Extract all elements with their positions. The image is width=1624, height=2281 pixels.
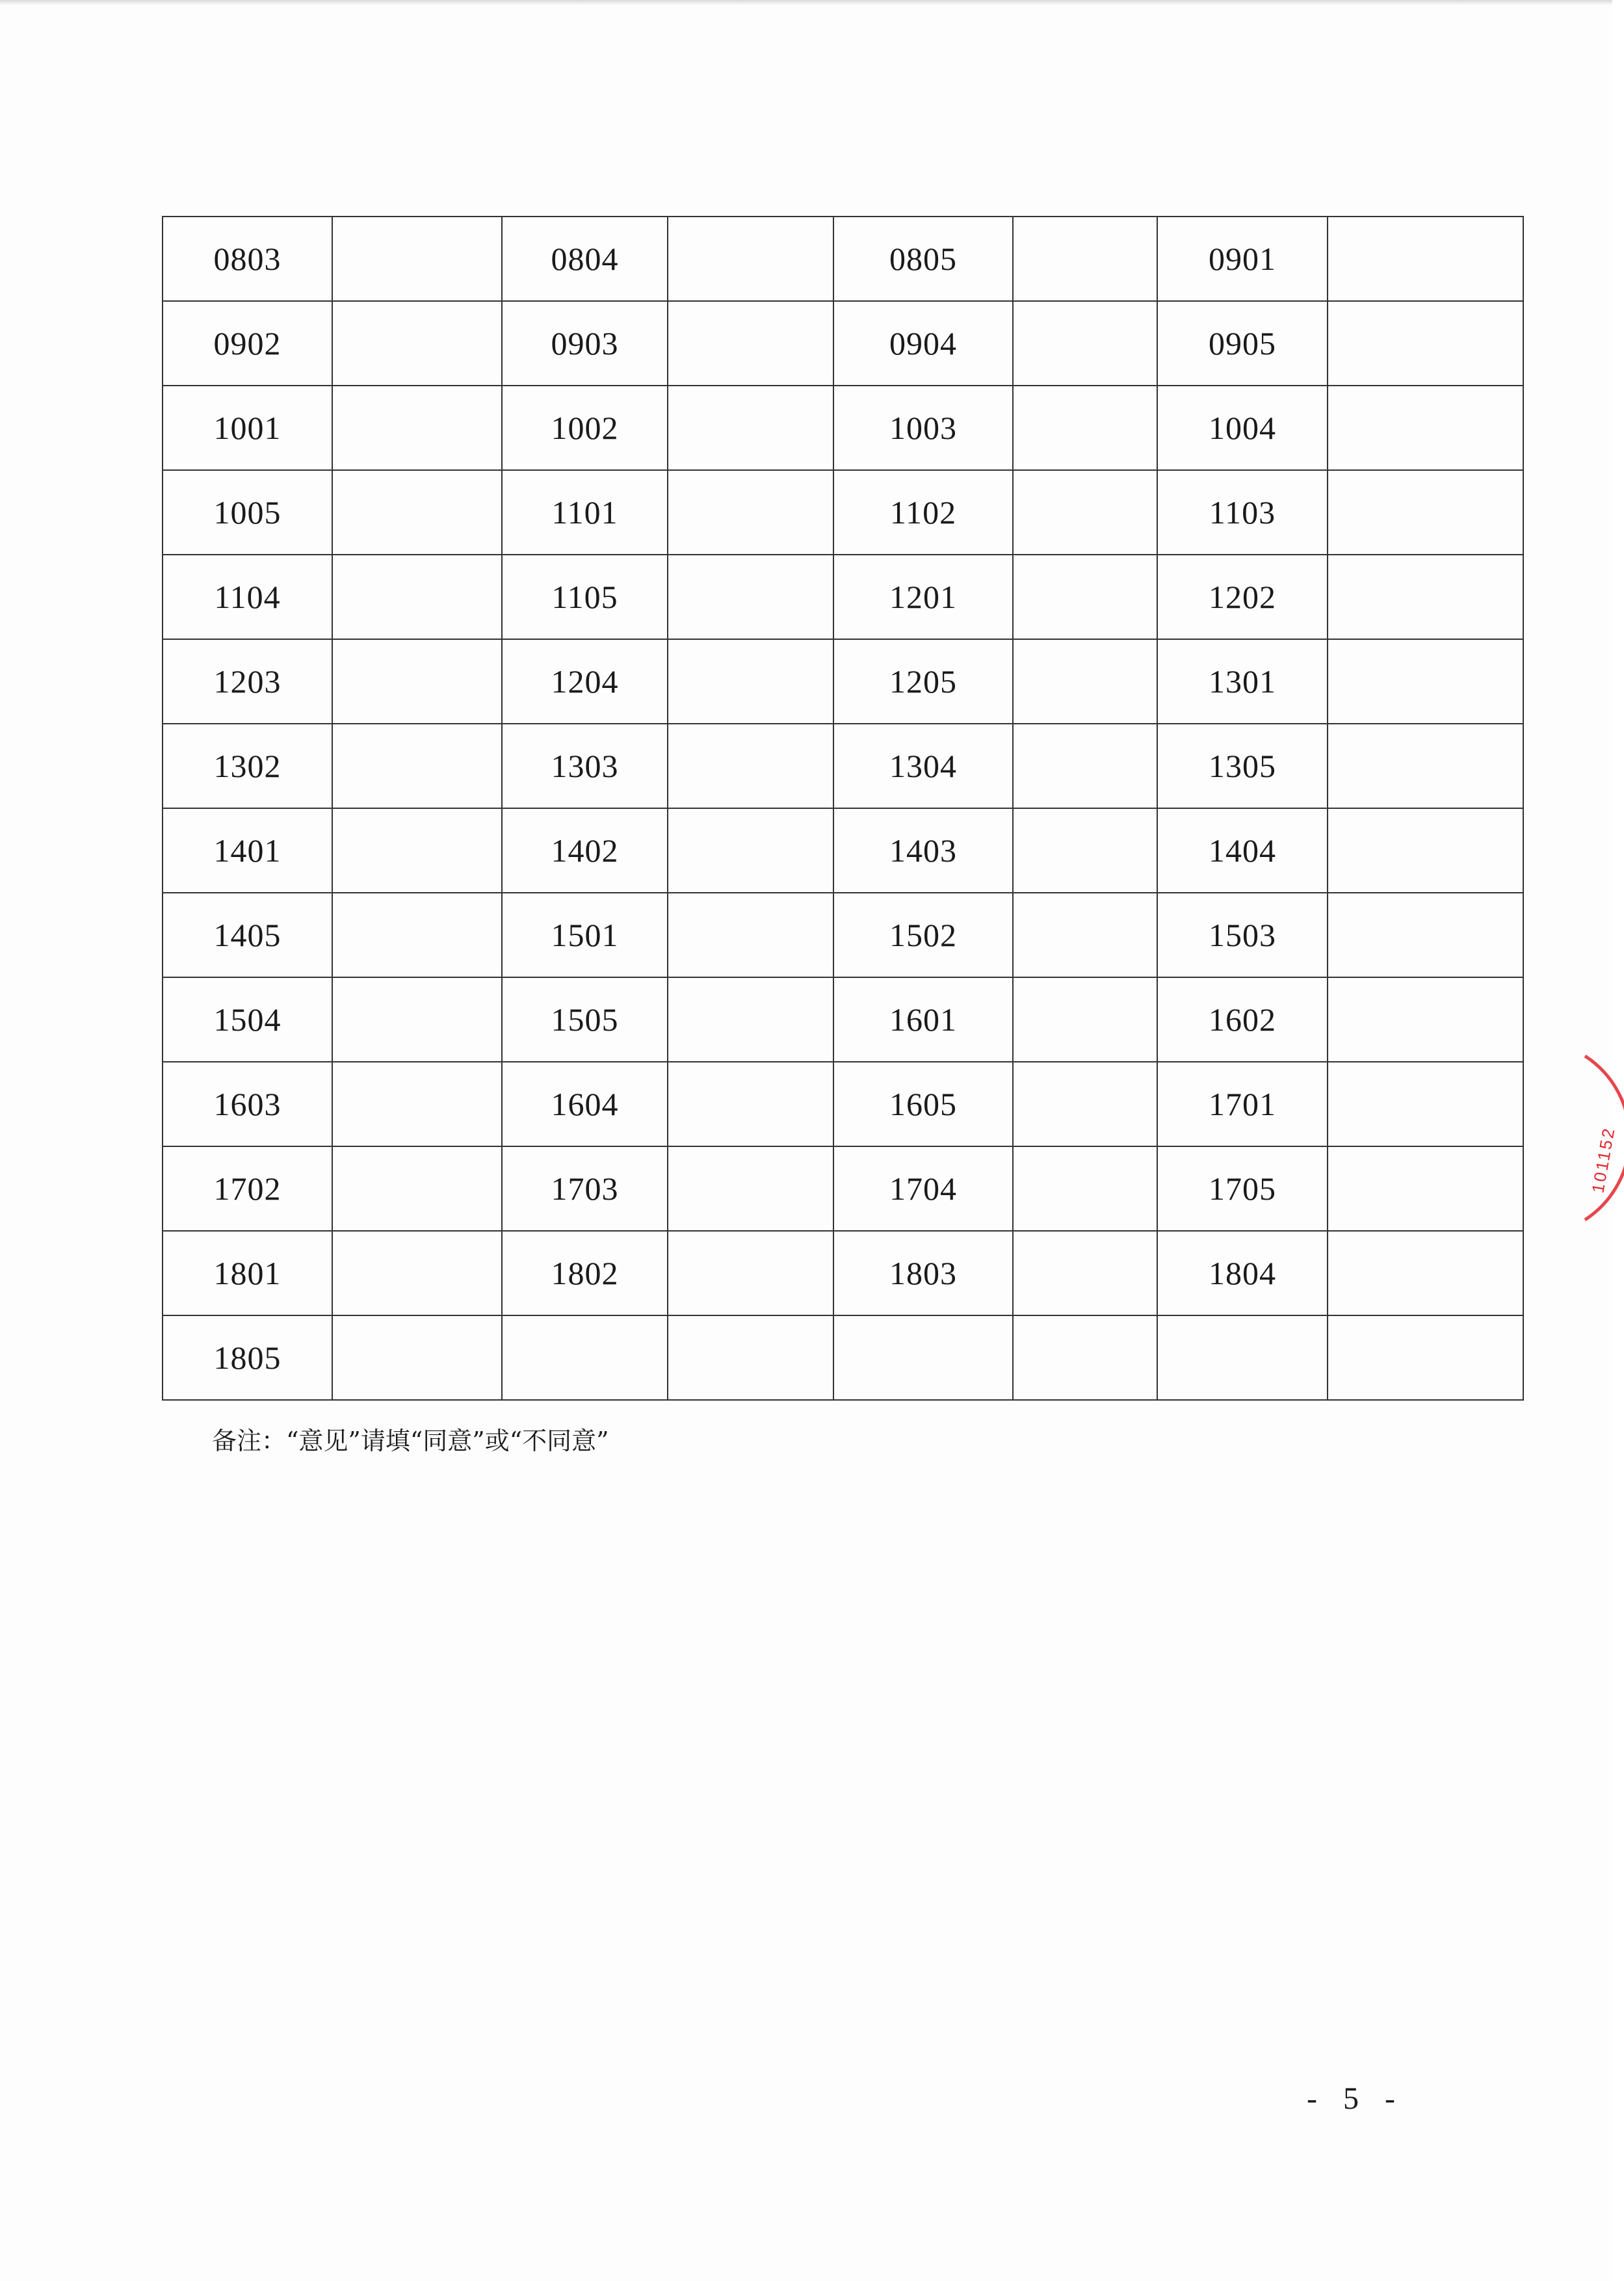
opinion-cell xyxy=(1013,1062,1157,1146)
opinion-cell xyxy=(332,386,502,470)
opinion-cell xyxy=(668,808,833,893)
unit-number-cell: 1304 xyxy=(833,724,1013,808)
opinion-cell xyxy=(1328,1146,1523,1231)
unit-number-cell: 1701 xyxy=(1157,1062,1328,1146)
opinion-cell xyxy=(1328,893,1523,977)
opinion-cell xyxy=(1328,470,1523,555)
opinion-table xyxy=(162,216,1524,1401)
unit-number-cell: 0902 xyxy=(163,301,332,386)
unit-number-cell: 1001 xyxy=(163,386,332,470)
seal-text: 101152 xyxy=(1588,1125,1619,1195)
opinion-cell xyxy=(1013,470,1157,555)
unit-number-cell: 1402 xyxy=(502,808,668,893)
opinion-cell xyxy=(668,217,833,301)
opinion-cell xyxy=(668,470,833,555)
table-row xyxy=(163,808,1523,893)
opinion-cell xyxy=(1328,555,1523,639)
page-number: - 5 - xyxy=(1307,2081,1404,2116)
table-row xyxy=(163,639,1523,724)
table-body xyxy=(163,217,1523,1400)
opinion-cell xyxy=(1013,893,1157,977)
opinion-cell xyxy=(668,1231,833,1315)
opinion-cell xyxy=(1328,217,1523,301)
unit-number-cell: 1202 xyxy=(1157,555,1328,639)
opinion-cell xyxy=(1328,977,1523,1062)
unit-number-cell: 1805 xyxy=(163,1315,332,1400)
unit-number-cell: 1401 xyxy=(163,808,332,893)
opinion-cell xyxy=(1328,1231,1523,1315)
opinion-cell xyxy=(1328,1315,1523,1400)
unit-number-cell: 1502 xyxy=(833,893,1013,977)
opinion-cell xyxy=(332,1231,502,1315)
opinion-cell xyxy=(332,977,502,1062)
opinion-cell xyxy=(668,1315,833,1400)
opinion-cell xyxy=(668,977,833,1062)
unit-number-cell: 1204 xyxy=(502,639,668,724)
unit-number-cell: 1704 xyxy=(833,1146,1013,1231)
unit-number-cell: 1703 xyxy=(502,1146,668,1231)
opinion-cell xyxy=(1328,724,1523,808)
unit-number-cell: 1505 xyxy=(502,977,668,1062)
opinion-cell xyxy=(668,893,833,977)
unit-number-cell: 1104 xyxy=(163,555,332,639)
opinion-cell xyxy=(1013,977,1157,1062)
opinion-cell xyxy=(668,386,833,470)
opinion-cell xyxy=(332,724,502,808)
table-row xyxy=(163,555,1523,639)
opinion-cell xyxy=(332,1315,502,1400)
opinion-cell xyxy=(1328,301,1523,386)
unit-number-cell: 0803 xyxy=(163,217,332,301)
unit-number-cell: 1102 xyxy=(833,470,1013,555)
table-row xyxy=(163,1062,1523,1146)
opinion-cell xyxy=(332,217,502,301)
opinion-cell xyxy=(332,555,502,639)
opinion-cell xyxy=(332,893,502,977)
unit-number-cell: 1003 xyxy=(833,386,1013,470)
opinion-cell xyxy=(1013,808,1157,893)
unit-number-cell: 1803 xyxy=(833,1231,1013,1315)
unit-number-cell: 1103 xyxy=(1157,470,1328,555)
opinion-cell xyxy=(668,724,833,808)
table-row xyxy=(163,386,1523,470)
unit-number-cell: 0901 xyxy=(1157,217,1328,301)
scan-edge xyxy=(0,0,1612,5)
unit-number-cell: 1203 xyxy=(163,639,332,724)
unit-number-cell: 1205 xyxy=(833,639,1013,724)
opinion-cell xyxy=(1013,217,1157,301)
opinion-cell xyxy=(1328,386,1523,470)
unit-number-cell: 1005 xyxy=(163,470,332,555)
table-row xyxy=(163,893,1523,977)
unit-number-cell: 1604 xyxy=(502,1062,668,1146)
unit-number-cell: 1504 xyxy=(163,977,332,1062)
opinion-cell xyxy=(1013,1231,1157,1315)
opinion-cell xyxy=(1013,1146,1157,1231)
opinion-cell xyxy=(332,1062,502,1146)
table-row xyxy=(163,470,1523,555)
unit-number-cell: 1405 xyxy=(163,893,332,977)
opinion-cell xyxy=(1013,301,1157,386)
opinion-cell xyxy=(668,639,833,724)
opinion-cell xyxy=(332,470,502,555)
unit-number-cell: 1303 xyxy=(502,724,668,808)
opinion-cell xyxy=(1013,724,1157,808)
table-row xyxy=(163,217,1523,301)
opinion-cell xyxy=(332,301,502,386)
unit-number-cell: 1403 xyxy=(833,808,1013,893)
opinion-cell xyxy=(332,639,502,724)
opinion-cell xyxy=(332,1146,502,1231)
unit-number-cell: 1305 xyxy=(1157,724,1328,808)
opinion-cell xyxy=(1013,639,1157,724)
opinion-cell xyxy=(1013,386,1157,470)
table-row xyxy=(163,724,1523,808)
table-row xyxy=(163,977,1523,1062)
unit-number-cell: 1804 xyxy=(1157,1231,1328,1315)
opinion-cell xyxy=(668,555,833,639)
unit-number-cell: 1201 xyxy=(833,555,1013,639)
opinion-cell xyxy=(668,1146,833,1231)
unit-number-cell: 1002 xyxy=(502,386,668,470)
opinion-cell xyxy=(668,1062,833,1146)
opinion-cell xyxy=(1328,1062,1523,1146)
unit-number-cell: 0904 xyxy=(833,301,1013,386)
table-row xyxy=(163,1231,1523,1315)
unit-number-cell: 0805 xyxy=(833,217,1013,301)
unit-number-cell: 1105 xyxy=(502,555,668,639)
unit-number-cell: 0804 xyxy=(502,217,668,301)
unit-number-cell: 1801 xyxy=(163,1231,332,1315)
table-row xyxy=(163,1315,1523,1400)
remark-note: 备注：“意见”请填“同意”或“不同意” xyxy=(212,1427,609,1455)
unit-number-cell xyxy=(833,1315,1013,1400)
opinion-cell xyxy=(1013,555,1157,639)
opinion-cell xyxy=(1328,639,1523,724)
unit-number-cell: 1501 xyxy=(502,893,668,977)
unit-number-cell: 1004 xyxy=(1157,386,1328,470)
unit-number-cell: 1802 xyxy=(502,1231,668,1315)
unit-number-cell: 1602 xyxy=(1157,977,1328,1062)
unit-number-cell: 1302 xyxy=(163,724,332,808)
seal-stamp xyxy=(1565,1047,1624,1229)
table-row xyxy=(163,301,1523,386)
unit-number-cell: 1404 xyxy=(1157,808,1328,893)
opinion-cell xyxy=(1328,808,1523,893)
opinion-cell xyxy=(1013,1315,1157,1400)
unit-number-cell: 1605 xyxy=(833,1062,1013,1146)
unit-number-cell xyxy=(502,1315,668,1400)
unit-number-cell: 1603 xyxy=(163,1062,332,1146)
unit-number-cell xyxy=(1157,1315,1328,1400)
unit-number-cell: 1702 xyxy=(163,1146,332,1231)
unit-number-cell: 0903 xyxy=(502,301,668,386)
unit-number-cell: 1101 xyxy=(502,470,668,555)
unit-number-cell: 0905 xyxy=(1157,301,1328,386)
unit-number-cell: 1705 xyxy=(1157,1146,1328,1231)
unit-number-cell: 1503 xyxy=(1157,893,1328,977)
opinion-cell xyxy=(332,808,502,893)
unit-number-cell: 1601 xyxy=(833,977,1013,1062)
table-row xyxy=(163,1146,1523,1231)
unit-number-cell: 1301 xyxy=(1157,639,1328,724)
opinion-cell xyxy=(668,301,833,386)
